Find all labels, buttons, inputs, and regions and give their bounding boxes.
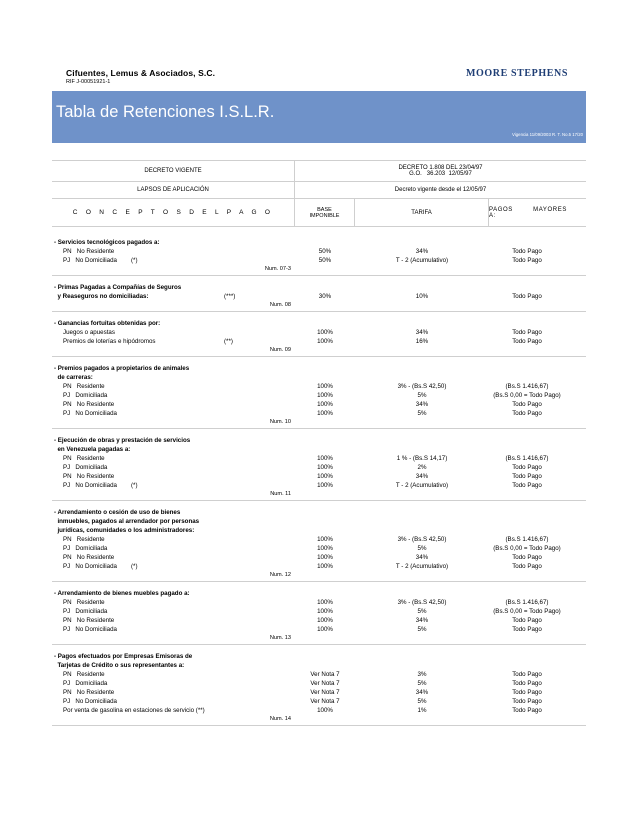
footnote-mark: (*): [131, 257, 138, 264]
concept-label: - Primas Pagadas a Compañías de Seguros: [54, 284, 182, 291]
table-row: [52, 391, 586, 400]
concept-label: PJ No Domiciliada: [63, 410, 117, 417]
page-title: Tabla de Retenciones I.S.L.R.: [56, 103, 275, 121]
concept-label: jurídicas, comunidades o los administradores:: [54, 527, 195, 534]
table-row: [52, 292, 586, 301]
table-row: [52, 616, 586, 625]
section-number: Num. 11: [270, 491, 291, 497]
table-row: [52, 400, 586, 409]
concept-label: Tarjetas de Crédito o sus representantes a:: [54, 662, 185, 669]
pagos-value: (Bs.S 1.416,67): [505, 536, 549, 543]
pagos-header: PAGOS MAYORES A:: [489, 206, 567, 219]
table-row: [52, 553, 586, 562]
section-number: Num. 13: [269, 635, 291, 641]
pagos-value: Todo Pago: [512, 671, 542, 678]
company-name: Cifuentes, Lemus & Asociados, S.C.: [66, 68, 216, 78]
concept-label: en Venezuela pagadas a:: [54, 446, 131, 453]
footnote-mark: (*): [131, 482, 138, 489]
tarifa-value: 34%: [415, 617, 429, 624]
pagos-value: Todo Pago: [512, 338, 542, 345]
pagos-value: Todo Pago: [512, 482, 542, 489]
pagos-value: Todo Pago: [512, 473, 542, 480]
concept-label: PJ No Domiciliada: [63, 698, 117, 705]
footnote-mark: (*): [131, 563, 138, 570]
base-value: 100%: [317, 617, 333, 624]
table-row: [52, 508, 586, 517]
tarifa-value: 1%: [417, 707, 427, 714]
table-row: [52, 526, 586, 535]
retenciones-table-body: [52, 231, 586, 726]
table-row: [52, 679, 586, 688]
tarifa-value: 34%: [415, 248, 429, 255]
concept-label: PN Residente: [63, 671, 105, 678]
table-row: [52, 454, 586, 463]
tarifa-value: 5%: [417, 545, 427, 552]
table-row: [52, 652, 586, 661]
table-header: [52, 160, 586, 227]
concept-label: PJ No Domiciliada: [63, 482, 117, 489]
tarifa-value: 3%: [417, 671, 427, 678]
table-row: [52, 238, 586, 247]
base-header: [295, 199, 355, 226]
concept-label: PN No Residente: [63, 554, 115, 561]
concept-label: PN Residente: [63, 383, 105, 390]
tarifa-value: T - 2 (Acumulativo): [395, 482, 449, 489]
concept-label: Premios de loterías e hipódromos: [63, 338, 156, 345]
pagos-value: (Bs.S 0,00 = Todo Pago): [493, 608, 561, 615]
company-rif: RIF J-00051921-1: [66, 79, 111, 85]
conceptos-header: C O N C E P T O S D E L P A G O: [52, 199, 295, 226]
base-value: 50%: [318, 257, 332, 264]
concept-section: [52, 312, 586, 357]
base-value: 100%: [317, 392, 333, 399]
base-value: Ver Nota 7: [310, 671, 340, 678]
base-value: 100%: [317, 338, 333, 345]
table-row: [52, 463, 586, 472]
tarifa-value: 3% - (Bs.S 42,50): [397, 383, 447, 390]
concept-label: PN No Residente: [63, 248, 115, 255]
table-row: [52, 688, 586, 697]
tarifa-value: T - 2 (Acumulativo): [395, 257, 449, 264]
table-row: [52, 382, 586, 391]
concept-label: PJ Domiciliada: [63, 680, 108, 687]
lapsos-value: Decreto vigente desde el 12/05/97: [394, 187, 487, 193]
table-row: [52, 409, 586, 418]
base-value: Ver Nota 7: [310, 680, 340, 687]
pagos-value: (Bs.S 1.416,67): [505, 599, 549, 606]
concept-section: [52, 501, 586, 582]
pagos-value: Todo Pago: [512, 563, 542, 570]
concept-label: PJ No Domiciliada: [63, 563, 117, 570]
table-row: [52, 328, 586, 337]
concept-label: PJ No Domiciliada: [63, 626, 117, 633]
table-row: [52, 661, 586, 670]
concept-label: PJ Domiciliada: [63, 608, 108, 615]
pagos-value: Todo Pago: [512, 464, 542, 471]
decreto-vigente-label: DECRETO VIGENTE: [52, 161, 295, 181]
table-row: [52, 319, 586, 328]
table-row: [52, 598, 586, 607]
tarifa-value: 5%: [417, 410, 427, 417]
base-value: 100%: [317, 473, 333, 480]
concept-label: PJ Domiciliada: [63, 392, 108, 399]
tarifa-value: 5%: [417, 680, 427, 687]
base-value: 100%: [317, 608, 333, 615]
concept-label: Por venta de gasolina en estaciones de servicio (**): [63, 707, 205, 714]
concept-label: PN Residente: [63, 599, 105, 606]
header-row-decreto: [52, 160, 586, 182]
concept-label: - Servicios tecnológicos pagados a:: [54, 239, 160, 246]
tarifa-value: 10%: [415, 293, 429, 300]
concept-label: PN No Residente: [63, 473, 115, 480]
concept-section: [52, 231, 586, 276]
concept-section: [52, 645, 586, 726]
company-logo: [66, 68, 215, 85]
base-value: 100%: [317, 599, 333, 606]
concept-label: - Pagos efectuados por Empresas Emisoras de: [54, 653, 193, 660]
pagos-value: Todo Pago: [512, 257, 542, 264]
pagos-value: Todo Pago: [512, 707, 542, 714]
pagos-value: Todo Pago: [512, 248, 542, 255]
table-row: [52, 283, 586, 292]
concept-label: - Premios pagados a propietarios de animales: [54, 365, 190, 372]
concept-label: PJ Domiciliada: [63, 545, 108, 552]
pagos-value: Todo Pago: [512, 401, 542, 408]
tarifa-value: T - 2 (Acumulativo): [395, 563, 449, 570]
pagos-value: Todo Pago: [512, 329, 542, 336]
pagos-value: Todo Pago: [512, 680, 542, 687]
table-row: [52, 562, 586, 571]
table-row: [52, 517, 586, 526]
pagos-value: Todo Pago: [512, 554, 542, 561]
table-row: [52, 373, 586, 382]
base-value: 100%: [317, 626, 333, 633]
concept-label: - Ejecución de obras y prestación de servicios: [54, 437, 191, 444]
base-value: 100%: [317, 536, 333, 543]
base-value: Ver Nota 7: [310, 698, 340, 705]
pagos-value: Todo Pago: [512, 617, 542, 624]
base-value: 50%: [318, 248, 332, 255]
table-row: [52, 481, 586, 490]
table-row: [52, 697, 586, 706]
table-row: [52, 445, 586, 454]
tarifa-value: 34%: [415, 689, 429, 696]
tarifa-value: 5%: [417, 392, 427, 399]
lapsos-label: LAPSOS DE APLICACIÓN: [52, 182, 295, 198]
base-header-line2: IMPONIBLE: [309, 212, 340, 219]
decreto-line2: G.O. 36.203 12/05/97: [409, 171, 472, 177]
table-row: [52, 607, 586, 616]
concept-label: Juegos o apuestas: [63, 329, 115, 336]
concept-label: PN No Residente: [63, 689, 115, 696]
table-row: [52, 544, 586, 553]
pagos-value: Todo Pago: [512, 410, 542, 417]
base-value: 100%: [317, 329, 333, 336]
tarifa-value: 16%: [415, 338, 429, 345]
decreto-line1: DECRETO 1.808 DEL 23/04/97: [398, 165, 483, 171]
vigencia-note: Vigencia 11/09/2003 R. T. No.5 17/20: [512, 132, 583, 137]
table-row: [52, 706, 586, 715]
concept-section: [52, 429, 586, 501]
header-row-columns: [52, 199, 586, 227]
pagos-value: Todo Pago: [512, 626, 542, 633]
base-value: 30%: [318, 293, 332, 300]
table-row: [52, 436, 586, 445]
footnote-mark: (***): [224, 293, 236, 300]
base-value: 100%: [317, 482, 333, 489]
tarifa-value: 3% - (Bs.S 42,50): [397, 599, 447, 606]
concept-label: de carreras:: [54, 374, 93, 381]
pagos-value: Todo Pago: [512, 698, 542, 705]
base-value: 100%: [317, 464, 333, 471]
concept-section: [52, 276, 586, 312]
header-row-lapsos: [52, 182, 586, 199]
concept-label: PN No Residente: [63, 617, 115, 624]
tarifa-value: 3% - (Bs.S 42,50): [397, 536, 447, 543]
pagos-value: Todo Pago: [512, 293, 542, 300]
table-row: [52, 247, 586, 256]
base-value: 100%: [317, 707, 333, 714]
table-row: [52, 337, 586, 346]
base-value: 100%: [317, 383, 333, 390]
title-banner: [52, 91, 586, 143]
pagos-value: (Bs.S 1.416,67): [505, 383, 549, 390]
brand-logo: MOORE STEPHENS: [465, 68, 568, 79]
base-value: 100%: [317, 410, 333, 417]
tarifa-value: 5%: [417, 626, 427, 633]
table-row: [52, 535, 586, 544]
tarifa-value: 34%: [415, 554, 429, 561]
concept-label: PN No Residente: [63, 401, 115, 408]
base-value: 100%: [317, 554, 333, 561]
tarifa-value: 34%: [415, 473, 429, 480]
tarifa-value: 34%: [415, 329, 429, 336]
concept-label: PN Residente: [63, 536, 105, 543]
pagos-value: (Bs.S 0,00 = Todo Pago): [493, 545, 561, 552]
section-number: Num. 07-3: [264, 266, 291, 272]
concept-label: y Reaseguros no domiciliadas:: [54, 293, 149, 300]
base-value: 100%: [317, 401, 333, 408]
concept-label: - Ganancias fortuitas obtenidas por:: [54, 320, 161, 327]
section-number: Num. 08: [269, 302, 291, 308]
concept-label: PJ Domiciliada: [63, 464, 108, 471]
pagos-value: Todo Pago: [512, 689, 542, 696]
table-row: [52, 625, 586, 634]
tarifa-value: 1 % - (Bs.S 14,17): [396, 455, 448, 462]
pagos-value: (Bs.S 0,00 = Todo Pago): [493, 392, 561, 399]
base-value: 100%: [317, 563, 333, 570]
tarifa-value: 2%: [417, 464, 427, 471]
section-number: Num. 09: [269, 347, 291, 353]
tarifa-header: TARIFA: [355, 199, 489, 226]
tarifa-value: 5%: [417, 608, 427, 615]
table-row: [52, 670, 586, 679]
table-row: [52, 589, 586, 598]
concept-label: - Arrendamiento o cesión de uso de bienes: [54, 509, 181, 516]
base-header-line1: BASE: [317, 206, 332, 213]
concept-section: [52, 582, 586, 645]
tarifa-value: 34%: [415, 401, 429, 408]
base-value: 100%: [317, 455, 333, 462]
section-number: Num. 12: [269, 572, 291, 578]
footnote-mark: (**): [224, 338, 233, 345]
concept-section: [52, 357, 586, 429]
table-row: [52, 364, 586, 373]
tarifa-value: 5%: [417, 698, 427, 705]
table-row: [52, 472, 586, 481]
decreto-detail: [295, 161, 586, 181]
pagos-value: (Bs.S 1.416,67): [505, 455, 549, 462]
table-row: [52, 256, 586, 265]
concept-label: - Arrendamiento de bienes muebles pagado a:: [54, 590, 190, 597]
concept-label: inmuebles, pagados al arrendador por personas: [54, 518, 200, 525]
concept-label: PN Residente: [63, 455, 105, 462]
base-value: Ver Nota 7: [310, 689, 340, 696]
concept-label: PJ No Domiciliada: [63, 257, 117, 264]
base-value: 100%: [317, 545, 333, 552]
section-number: Num. 14: [269, 716, 291, 722]
section-number: Num. 10: [269, 419, 291, 425]
